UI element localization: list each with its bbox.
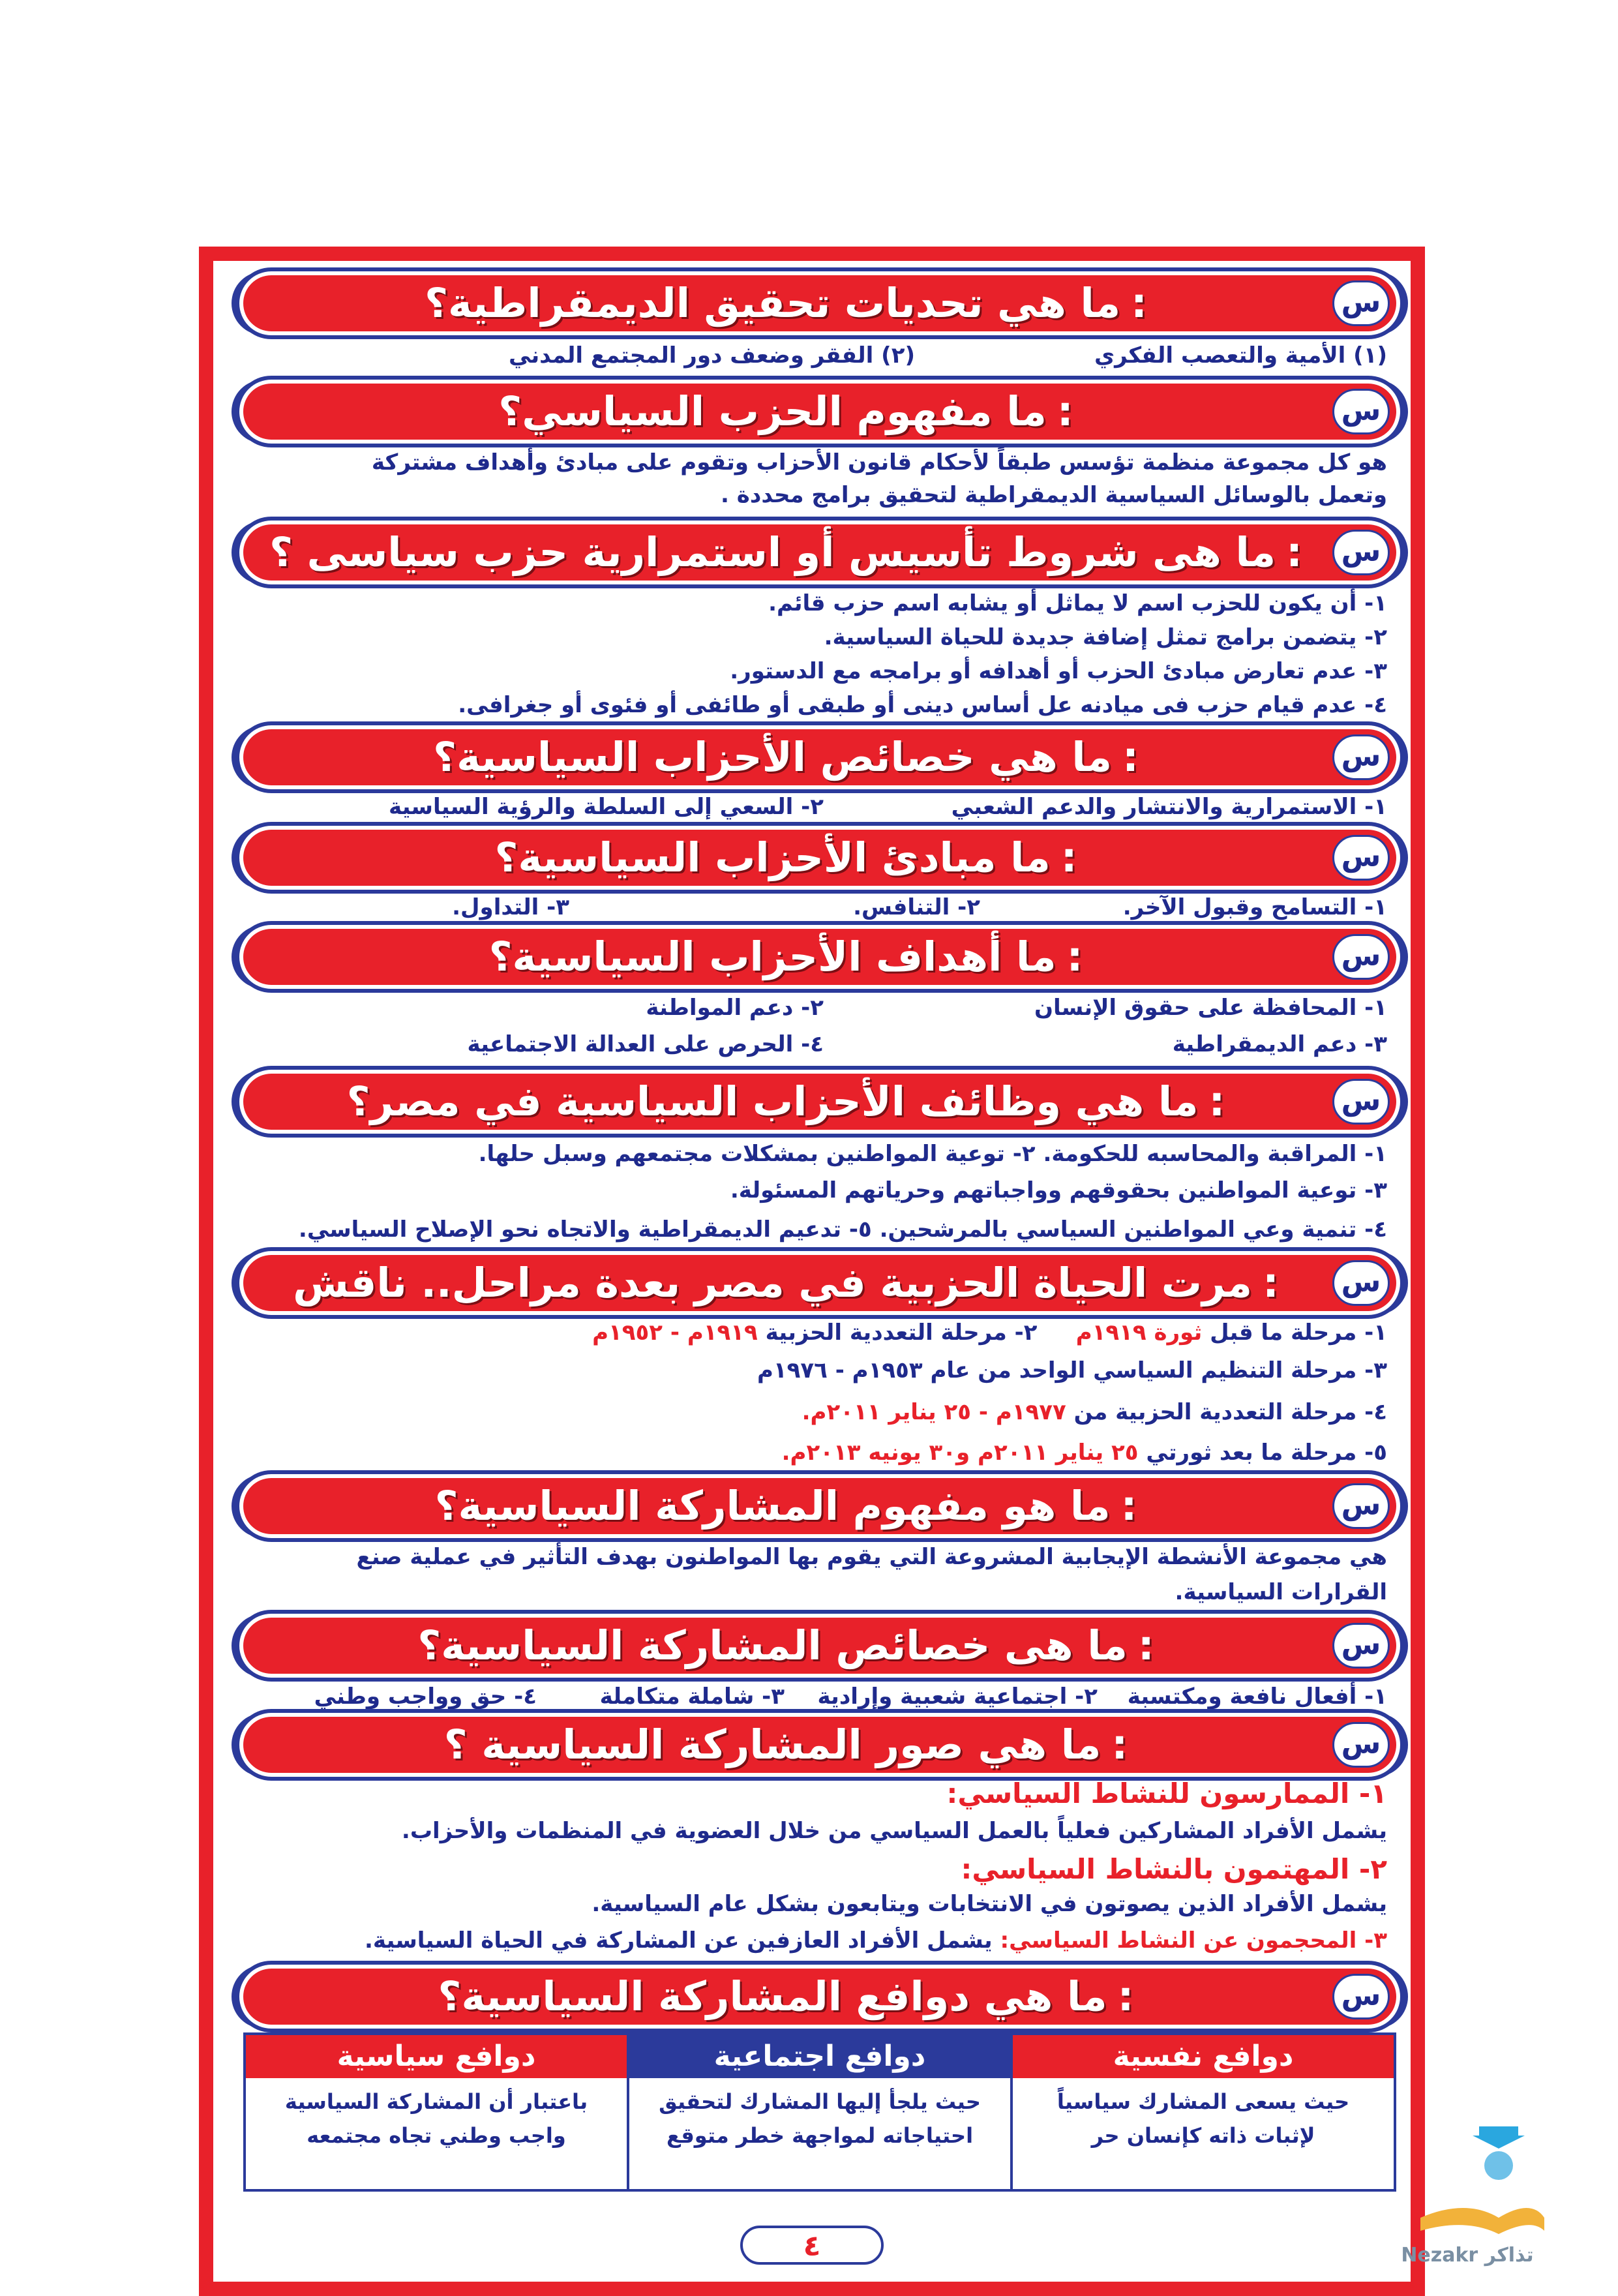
question-banner-9 xyxy=(243,1478,1396,1534)
s6-item-1: ١- المحافظة على حقوق الإنسان xyxy=(1034,995,1387,1021)
question-banner-2 xyxy=(243,384,1396,440)
motive-heading: دوافع نفسية xyxy=(1013,2035,1394,2078)
motive-column xyxy=(246,2035,627,2189)
s4-item-2: ٢- السعي إلى السلطة والرؤية السياسية xyxy=(389,794,824,820)
s4-item-1: ١- الاستمرارية والانتشار والدعم الشعبي xyxy=(951,794,1387,820)
question-title: :ما هى شروط تأسيس أو استمرارية حزب سياسى ؟ xyxy=(269,528,1302,576)
s1-item-2: (٢) الفقر وضعف دور المجتمع المدني xyxy=(508,342,915,369)
question-title: :ما هي صور المشاركة السياسية ؟ xyxy=(443,1721,1128,1768)
question-title: :ما مبادئ الأحزاب السياسية؟ xyxy=(494,834,1077,881)
s11-text-1: يشمل الأفراد المشاركين فعلياً بالعمل السياسي من خلال العضوية في المنظمات والأحزاب. xyxy=(401,1818,1387,1844)
question-banner-10 xyxy=(243,1618,1396,1674)
s7-line-2: ٣- توعية المواطنين بحقوقهم وواجباتهم وحرياتهم المسئولة. xyxy=(730,1177,1387,1203)
question-banner-8 xyxy=(243,1255,1396,1311)
question-banner-4 xyxy=(243,729,1396,785)
s5-item-2: ٢- التنافس. xyxy=(853,894,980,920)
motive-text: باعتبار أن المشاركة السياسية واجب وطني تجاه مجتمعه xyxy=(284,2089,588,2148)
motive-text: حيث يلجأ إليها المشارك لتحقيق احتياجاته لمواجهة خطر متوقع xyxy=(659,2089,981,2148)
s11-heading-1: ١- الممارسون للنشاط السياسي: xyxy=(946,1777,1387,1809)
question-prefix: س xyxy=(1332,1722,1390,1768)
s3-line-1: ١- أن يكون للحزب اسم لا يماثل أو يشابه اسم حزب قائم. xyxy=(768,590,1387,616)
question-prefix: س xyxy=(1332,835,1390,881)
question-prefix: س xyxy=(1332,389,1390,434)
s3-line-3: ٣- عدم تعارض مبادئ الحزب أو أهدافه أو برامجه مع الدستور. xyxy=(730,658,1387,684)
logo-text: Nezakr تذاكر xyxy=(1401,2244,1534,2267)
question-title: :ما هي دوافع المشاركة السياسية؟ xyxy=(438,1972,1134,2020)
s6-item-4: ٤- الحرص على العدالة الاجتماعية xyxy=(467,1031,824,1057)
page-number: ٤ xyxy=(740,2226,884,2265)
question-banner-12 xyxy=(243,1969,1396,2025)
question-banner-6 xyxy=(243,929,1396,985)
motive-heading: دوافع سياسية xyxy=(246,2035,627,2078)
s3-line-4: ٤- عدم قيام حزب فى ميادنه عل أساس دينى أو طبقى أو طائفى أو فئوى أو جغرافى. xyxy=(458,692,1387,718)
s6-item-2: ٢- دعم المواطنة xyxy=(646,995,824,1021)
s2-line-2: وتعمل بالوسائل السياسية الديمقراطية لتحقيق برامج محددة . xyxy=(721,482,1387,508)
s6-item-3: ٣- دعم الديمقراطية xyxy=(1172,1031,1387,1057)
logo-icon xyxy=(1381,2120,1551,2250)
s11-line-3 xyxy=(237,1924,1387,1957)
s1-item-1: (١) الأمية والتعصب الفكري xyxy=(1094,342,1387,369)
motives-table xyxy=(243,2032,1396,2192)
question-title: :ما هي خصائص الأحزاب السياسية؟ xyxy=(433,733,1139,781)
question-title: :ما هي تحديات تحقيق الديمقراطية؟ xyxy=(425,279,1147,327)
question-banner-11 xyxy=(243,1717,1396,1773)
motive-text: حيث يسعى المشارك سياسياً لإثبات ذاته كإنسان حر xyxy=(1056,2089,1350,2148)
s11-text-2: يشمل الأفراد الذين يصوتون في الانتخابات ويتابعون بشكل عام السياسية. xyxy=(592,1891,1387,1917)
question-title: :ما هي وظائف الأحزاب السياسية في مصر؟ xyxy=(346,1078,1225,1125)
question-prefix: س xyxy=(1332,1483,1390,1529)
motive-heading: دوافع اجتماعية xyxy=(629,2035,1010,2078)
s10-item-2: ٢- اجتماعية شعبية وإرادية xyxy=(817,1684,1098,1710)
question-banner-1 xyxy=(243,275,1396,331)
question-prefix: س xyxy=(1332,934,1390,980)
s11-heading-3: ٣- المحجمون عن النشاط السياسي: xyxy=(1000,1927,1387,1954)
s10-item-1: ١- أفعال نافعة ومكتسبة xyxy=(1127,1684,1387,1710)
question-title: :ما هو مفهوم المشاركة السياسية؟ xyxy=(434,1482,1137,1530)
question-title: :مرت الحياة الحزبية في مصر بعدة مراحل.. ناقش xyxy=(293,1259,1279,1307)
s9-line-2: القرارات السياسية. xyxy=(1175,1579,1387,1605)
s8-line-3: ٤- مرحلة التعددية الحزبية من ١٩٧٧م - ٢٥ يناير ٢٠١١م. xyxy=(802,1399,1387,1425)
page-content xyxy=(211,258,1413,2284)
question-prefix: س xyxy=(1332,1974,1390,2019)
s8-line-1: ١- مرحلة ما قبل ثورة ١٩١٩م ٢- مرحلة التعددية الحزبية ١٩١٩م - ١٩٥٢م xyxy=(592,1320,1387,1346)
s10-item-4: ٤- حق وواجب وطني xyxy=(314,1684,537,1710)
s11-heading-2: ٢- المهتمون بالنشاط السياسي: xyxy=(961,1853,1387,1885)
question-banner-7 xyxy=(243,1074,1396,1130)
s3-line-2: ٢- يتضمن برامج تمثل إضافة جديدة للحياة السياسية. xyxy=(824,624,1387,650)
question-prefix: س xyxy=(1332,280,1390,326)
s8-line-2: ٣- مرحلة التنظيم السياسي الواحد من عام ١٩٥٣م - ١٩٧٦م xyxy=(757,1357,1387,1383)
s10-item-3: ٣- شاملة متكاملة xyxy=(599,1684,785,1710)
question-prefix: س xyxy=(1332,1260,1390,1306)
question-title: :ما هى خصائص المشاركة السياسية؟ xyxy=(417,1622,1154,1669)
s9-line-1: هي مجموعة الأنشطة الإيجابية المشروعة التي يقوم بها المواطنون بهدف التأثير في عملية صنع xyxy=(356,1544,1387,1570)
motive-column xyxy=(627,2035,1010,2189)
s5-item-1: ١- التسامح وقبول الآخر. xyxy=(1122,894,1387,920)
question-prefix: س xyxy=(1332,1079,1390,1125)
motive-column xyxy=(1010,2035,1394,2189)
s2-line-1: هو كل مجموعة منظمة تؤسس طبقاً لأحكام قانون الأحزاب وتقوم على مبادئ وأهداف مشتركة xyxy=(371,449,1387,476)
s8-line-4: ٥- مرحلة ما بعد ثورتي ٢٥ يناير ٢٠١١م و٣٠ يونيه ٢٠١٣م. xyxy=(781,1440,1387,1466)
question-prefix: س xyxy=(1332,734,1390,780)
question-banner-3 xyxy=(243,524,1396,581)
question-title: :ما أهداف الأحزاب السياسية؟ xyxy=(488,933,1083,980)
s11-text-3: يشمل الأفراد العازفين عن المشاركة في الحياة السياسية. xyxy=(364,1927,993,1954)
s7-line-3: ٤- تنمية وعي المواطنين السياسي بالمرشحين. ٥- تدعيم الديمقراطية والاتجاه نحو الإصلاح السياسي. xyxy=(298,1216,1387,1243)
s7-line-1: ١- المراقبة والمحاسبه للحكومة. ٢- توعية المواطنين بمشكلات مجتمعهم وسبل حلها. xyxy=(478,1141,1387,1167)
question-banner-5 xyxy=(243,830,1396,886)
s5-item-3: ٣- التداول. xyxy=(452,894,569,920)
question-prefix: س xyxy=(1332,530,1390,575)
question-title: :ما مفهوم الحزب السياسي؟ xyxy=(498,387,1073,435)
question-prefix: س xyxy=(1332,1623,1390,1669)
page-frame xyxy=(199,247,1425,2296)
